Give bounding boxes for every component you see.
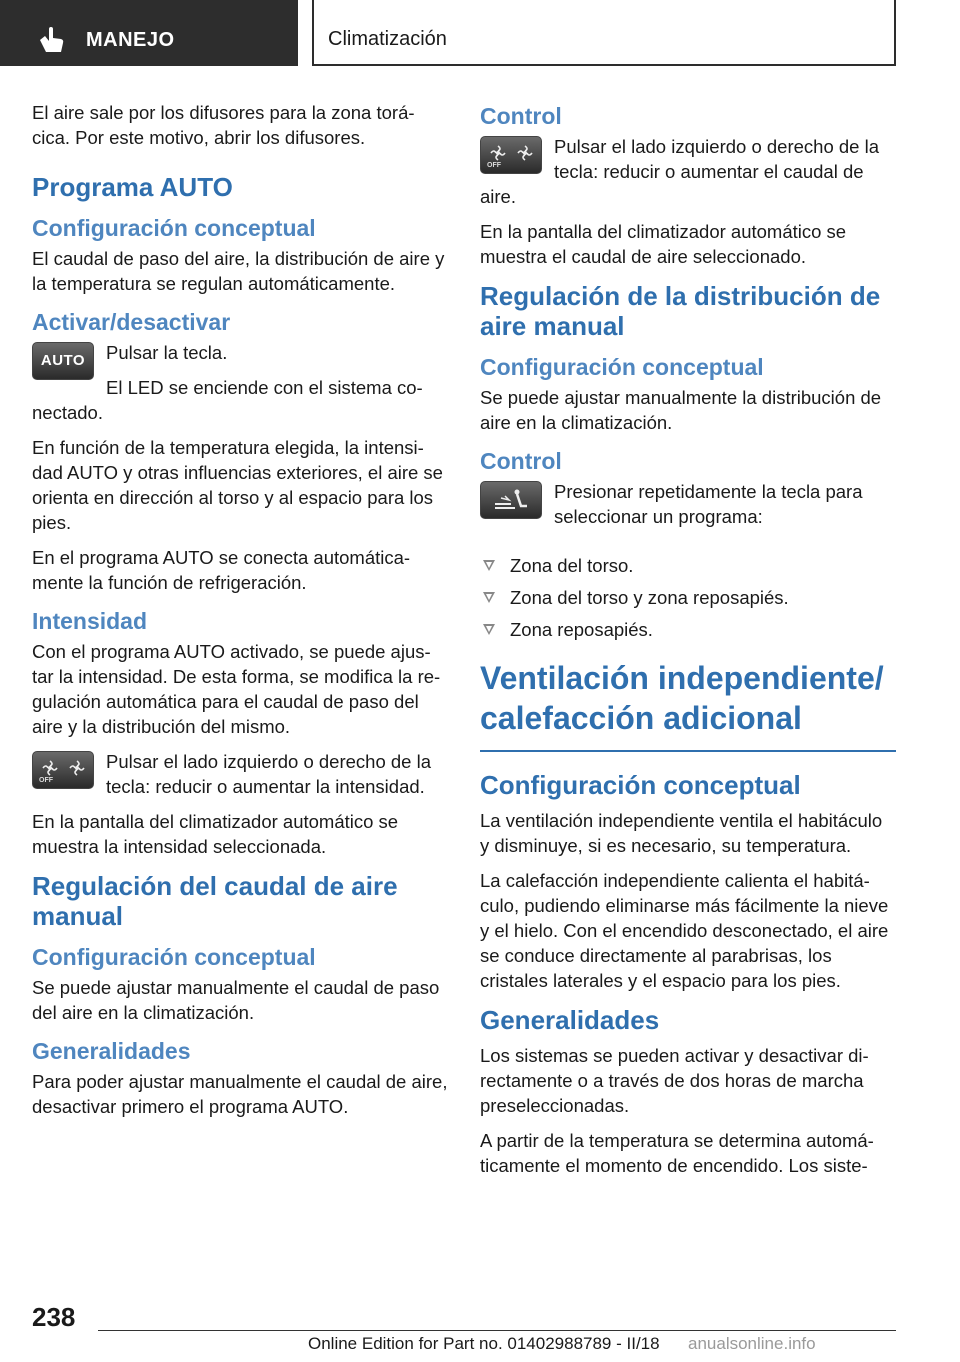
paragraph: Con el programa AUTO activado, se puede ajus-tar la intensidad. De esta forma, se modifica la re-gulación automática para el caudal de paso del aire y la distribución del mismo. [32, 641, 441, 737]
page-title: Climatización [328, 28, 447, 50]
heading-configuracion: Configuración conceptual [32, 944, 316, 970]
heading-regulacion-caudal: Regulación del caudal de aire manual [32, 871, 398, 931]
triangle-bullet-icon [483, 624, 495, 635]
paragraph: El LED se enciende con el sistema co-nectado. [32, 377, 423, 423]
heading-rule [480, 658, 896, 752]
section-label: MANEJO [86, 29, 175, 51]
paragraph: Se puede ajustar manualmente la distribución de aire en la climatización. [480, 387, 882, 433]
auto-button-icon: AUTO [32, 342, 94, 380]
paragraph: Pulsar la tecla. [106, 342, 228, 363]
paragraph: En la pantalla del climatizador automático se muestra la intensidad seleccionada. [32, 811, 399, 857]
fan-button-icon: OFF [32, 751, 94, 789]
paragraph: La ventilación independiente ventila el habitáculo y disminuye, si es necesario, su temperatura. [480, 810, 883, 856]
heading-configuracion: Configuración conceptual [480, 354, 764, 380]
heading-activar: Activar/desactivar [32, 309, 231, 335]
paragraph: Se puede ajustar manualmente el caudal de paso del aire en la climatización. [32, 977, 440, 1023]
section-tab [0, 0, 298, 66]
heading-control: Control [480, 448, 562, 474]
list-item: Zona del torso. [480, 553, 896, 578]
list-item: Zona reposapiés. [480, 617, 896, 642]
footer-rule [98, 1330, 896, 1331]
hand-icon [36, 26, 66, 54]
paragraph: La calefacción independiente calienta el habitá-culo, pudiendo eliminarse más fácilmente la nieve y el hielo. Con el encendido desconectado, el aire se conduce directamente al parabrisas, los cristales laterales y el espacio para los pies. [480, 870, 889, 991]
paragraph: Para poder ajustar manualmente el caudal de aire, desactivar primero el programa AUTO. [32, 1071, 448, 1117]
paragraph: Presionar repetidamente la tecla para seleccionar un programa: [554, 481, 863, 527]
heading-programa-auto: Programa AUTO [32, 172, 233, 202]
heading-configuracion: Configuración conceptual [480, 770, 801, 800]
title-box [312, 0, 896, 66]
program-list [480, 553, 896, 642]
paragraph: El caudal de paso del aire, la distribución de aire y la temperatura se regulan automáticamente. [32, 248, 445, 294]
paragraph: En el programa AUTO se conecta automática-mente la función de refrigeración. [32, 547, 411, 593]
paragraph: En la pantalla del climatizador automático se muestra el caudal de aire seleccionado. [480, 221, 847, 267]
heading-generalidades: Generalidades [480, 1005, 660, 1035]
left-column [32, 100, 448, 1129]
page-number: 238 [32, 1302, 76, 1332]
triangle-bullet-icon [483, 592, 495, 603]
air-distribution-button-icon [480, 481, 542, 519]
paragraph: Pulsar el lado izquierdo o derecho de la tecla: reducir o aumentar la intensidad. [106, 751, 431, 797]
heading-control: Control [480, 103, 562, 129]
heading-ventilacion: Ventilación independiente/ calefacción adicional [480, 660, 884, 736]
list-item: Zona del torso y zona reposapiés. [480, 585, 896, 610]
triangle-bullet-icon [483, 560, 495, 571]
edition-text: Online Edition for Part no. 01402988789 - II/18 [308, 1334, 660, 1353]
paragraph: Pulsar el lado izquierdo o derecho de la tecla: reducir o aumentar el caudal de aire. [480, 136, 879, 207]
paragraph: A partir de la temperatura se determina automá-ticamente el momento de encendido. Los siste- [480, 1130, 874, 1176]
air-distribution-key-row [480, 479, 896, 539]
heading-generalidades: Generalidades [32, 1038, 191, 1064]
fan-key-row [32, 749, 448, 809]
intro-paragraph: El aire sale por los difusores para la zona torá-cica. Por este motivo, abrir los difusores. [32, 102, 415, 148]
paragraph: Los sistemas se pueden activar y desactivar di-rectamente o a través de dos horas de marcha preseleccionadas. [480, 1045, 869, 1116]
paragraph: En función de la temperatura elegida, la intensi-dad AUTO y otras influencias exteriores, el aire se orienta en dirección al torso y al espacio para los pies. [32, 437, 443, 533]
heading-regulacion-distribucion: Regulación de la distribución de aire manual [480, 281, 881, 341]
heading-intensidad: Intensidad [32, 608, 148, 634]
fan-button-icon: OFF [480, 136, 542, 174]
watermark: anualsonline.info [688, 1334, 816, 1353]
right-column [480, 100, 896, 1188]
fan-key-row [480, 134, 896, 209]
auto-key-row [32, 340, 448, 425]
heading-configuracion: Configuración conceptual [32, 215, 316, 241]
page-header [0, 0, 960, 66]
